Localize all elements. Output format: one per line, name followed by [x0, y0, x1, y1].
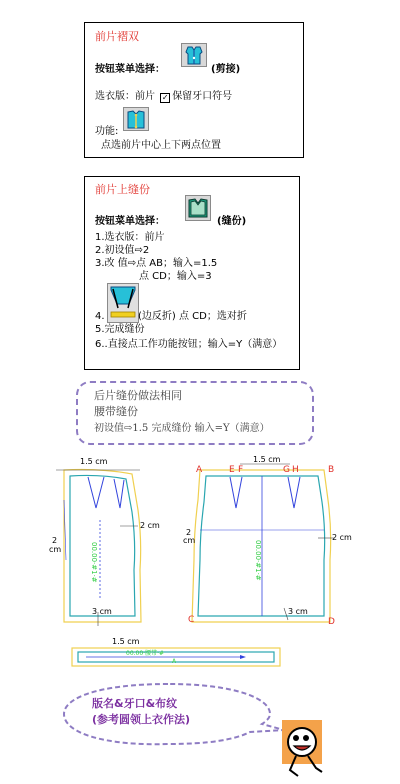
pattern-diagrams	[0, 450, 400, 680]
left-side-left-a: 2	[52, 536, 58, 545]
note-line-2: 腰带缝份	[94, 405, 138, 418]
pleat-icon[interactable]	[123, 107, 149, 131]
box-title: 前片上缝份	[95, 183, 150, 196]
instruction-box-front-seam	[84, 176, 300, 370]
step-4-number: 4.	[95, 311, 105, 322]
step-3a: 3.改 值⇨点 AB；输入=1.5	[95, 258, 218, 269]
right-side-label: 2 cm	[332, 533, 352, 542]
left-bottom-label: 3 cm	[92, 607, 112, 616]
left-grain-label: 00.00·#1·#	[90, 542, 98, 583]
seam-allowance-icon[interactable]	[185, 195, 211, 221]
menu-label: 按钮菜单选择：	[95, 216, 165, 227]
instruction-box-front-pleat	[84, 22, 304, 158]
waistband-mark: A	[172, 658, 177, 665]
point-G: G	[283, 465, 290, 475]
corner-A: A	[196, 465, 203, 475]
step-3b: 点 CD；输入=3	[139, 271, 212, 282]
back-skirt-pattern	[183, 455, 352, 627]
right-grain-label: 00.00·#1·#	[254, 540, 262, 581]
point-H: H	[292, 465, 299, 475]
left-side-label: 2 cm	[140, 521, 160, 530]
point-E: E	[229, 465, 235, 475]
select-label: 选衣版：前片	[95, 91, 159, 102]
cartoon-face-icon	[282, 720, 328, 780]
step-5: 5.完成缝份	[95, 324, 145, 335]
corner-D: D	[328, 617, 335, 627]
menu-item: (缝份)	[217, 216, 247, 227]
checkbox-icon[interactable]: ✓	[161, 93, 169, 102]
point-F: F	[238, 465, 244, 475]
bubble-line-1: 版名&牙口&布纹	[92, 697, 178, 710]
cut-icon[interactable]	[181, 43, 207, 67]
step-1: 1.选衣版：前片	[95, 232, 165, 243]
waistband-label: 1.5 cm	[112, 637, 140, 646]
step-6: 6..直接点工作功能按钮；输入=Y（满意）	[95, 339, 283, 350]
step-4: (边反折) 点 CD；选对折	[138, 311, 247, 322]
left-top-label: 1.5 cm	[80, 457, 108, 466]
corner-C: C	[188, 615, 195, 625]
corner-B: B	[328, 465, 335, 475]
right-top-label: 1.5 cm	[253, 455, 281, 464]
checkbox-label: 保留牙口符号	[172, 91, 233, 102]
box-title: 前片褶双	[95, 30, 139, 43]
menu-label: 按钮菜单选择：	[95, 64, 165, 75]
function-instruction: 点选前片中心上下两点位置	[101, 140, 221, 151]
select-piece-text	[95, 91, 232, 103]
note-box	[76, 381, 314, 445]
left-side-left-b: cm	[49, 545, 62, 554]
right-side-left-b: cm	[183, 536, 196, 545]
menu-item: (剪接)	[211, 64, 241, 75]
waistband-pattern	[72, 637, 280, 666]
waistband-grain: 00.00·腰带·#	[126, 650, 165, 657]
note-line-1: 后片缝份做法相同	[94, 389, 182, 402]
fold-edge-icon[interactable]	[107, 283, 139, 323]
right-bottom-label: 3 cm	[288, 607, 308, 616]
right-side-left-a: 2	[186, 528, 192, 537]
function-label: 功能:	[95, 126, 119, 137]
step-2: 2.初设值⇨2	[95, 245, 150, 256]
front-skirt-pattern	[49, 457, 160, 626]
note-line-3: 初设值⇨1.5 完成缝份 输入=Y（满意）	[94, 423, 270, 434]
bubble-line-2: (参考圆领上衣作法)	[92, 713, 191, 726]
